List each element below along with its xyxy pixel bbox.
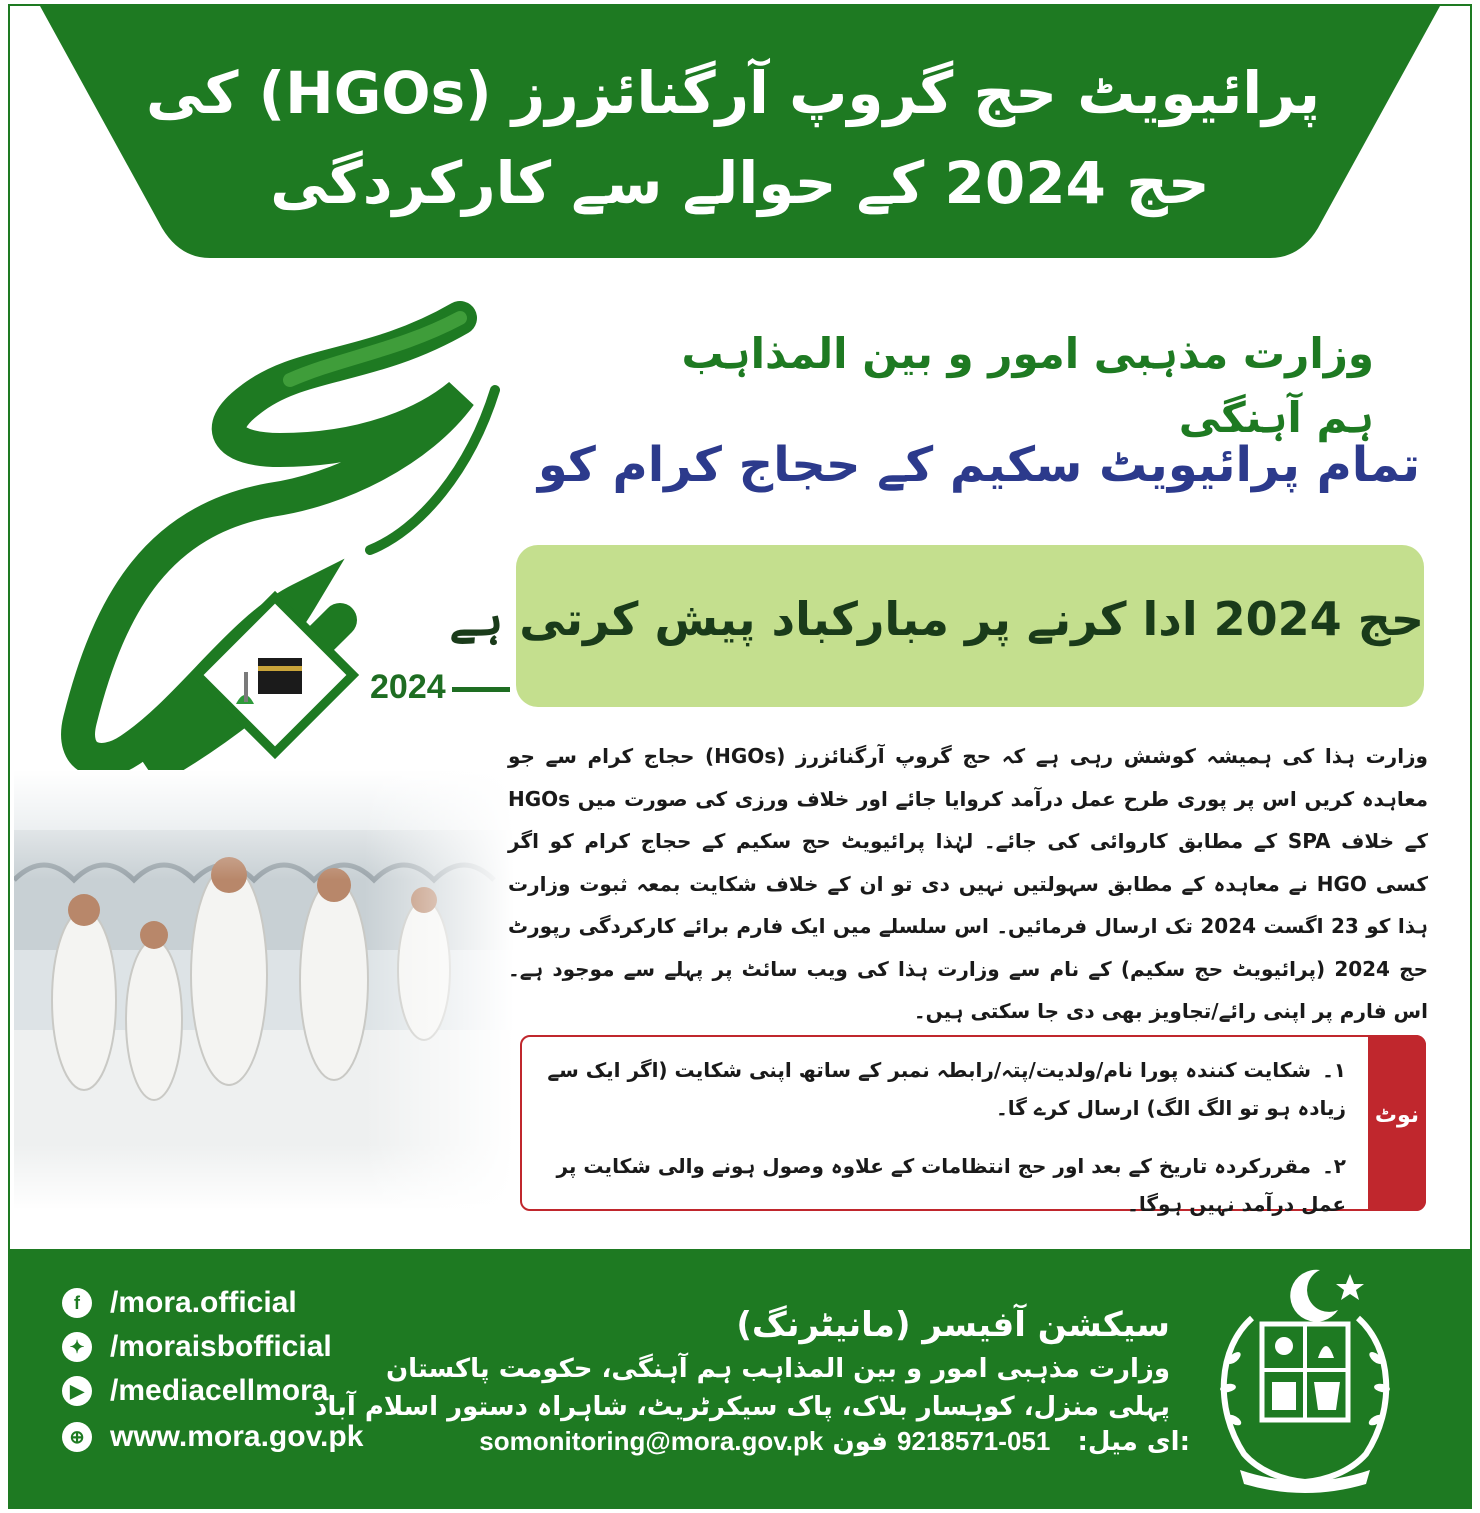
year-dash-line (452, 687, 510, 692)
address-line1: وزارت مذہبی امور و بین المذاہب ہم آہنگی، حکومت پاکستان (385, 1354, 1170, 1384)
note-item-text: مقررکردہ تاریخ کے بعد اور حج انتظامات کے علاوہ وصول ہونے والی شکایت پر عمل درآمد نہیں ہوگا۔ (556, 1154, 1346, 1216)
section-officer-title: سیکشن آفیسر (مانیٹرنگ) (736, 1305, 1170, 1345)
government-emblem (1200, 1258, 1410, 1498)
twitter-icon: ✦ (62, 1332, 92, 1362)
ministry-name: وزارت مذہبی امور و بین المذاہب ہم آہنگی (681, 329, 1374, 442)
hajj-calligraphy (40, 300, 510, 780)
congratulations-text: حج 2024 ادا کرنے پر مبارکباد پیش کرتی ہے (449, 592, 1424, 646)
social-facebook[interactable] (62, 1280, 442, 1324)
globe-icon: ⊕ (62, 1422, 92, 1452)
phone-label: فون: (832, 1427, 1190, 1457)
note-item-1 (546, 1051, 1346, 1127)
note-item-text: شکایت کنندہ پورا نام/ولدیت/پتہ/رابطہ نمبر کے ساتھ اپنی شکایت (اگر ایک سے زیادہ ہو تو الگ الگ) ارسال کرے گا۔ (547, 1058, 1346, 1120)
youtube-icon: ▶ (62, 1376, 92, 1406)
website-link[interactable]: www.mora.gov.pk (110, 1420, 364, 1454)
address-line2: پہلی منزل، کوہسار بلاک، پاک سیکرٹریٹ، شاہراہ دستور اسلام آباد (313, 1392, 1170, 1422)
twitter-handle[interactable]: /moraisbofficial (110, 1330, 332, 1364)
note-item-number: ۲۔ (1322, 1154, 1346, 1178)
header-title-line2: حج 2024 کے حوالے سے کارکردگی (270, 149, 1210, 217)
pilgrims-headline: تمام پرائیویٹ سکیم کے حجاج کرام کو (537, 437, 1420, 493)
note-label: نوٹ (1374, 1103, 1420, 1128)
congratulations-box (449, 545, 1424, 707)
note-item-number: ۱۔ (1322, 1058, 1346, 1082)
note-label-tab (1368, 1035, 1426, 1211)
facebook-icon: f (62, 1288, 92, 1318)
header-title (146, 48, 1320, 228)
email-label: ای میل: (1077, 1427, 1180, 1457)
email-address[interactable]: somonitoring@mora.gov.pk (479, 1426, 824, 1456)
note-box (520, 1035, 1426, 1216)
year-label (370, 668, 510, 707)
pilgrims-photo (14, 770, 514, 1210)
note-item-2 (546, 1147, 1346, 1223)
body-paragraph: وزارت ہذا کی ہمیشہ کوشش رہی ہے کہ حج گروپ آرگنائزرز (HGOs) حجاج کرام سے جو معاہدہ کریں اس پر پوری طرح عمل درآمد کروایا جائے اور خلاف ورزی کی صورت میں HGOs کے خلاف SPA کے مطابق کاروائی کی جائے۔ لہٰذا پرائیویٹ حج سکیم کے حجاج کرام کو اگر کسی HGO نے معاہدہ کے مطابق سہولتیں نہیں دی تو ان کے خلاف شکایت بمعہ ثبوت وزارت ہذا کو 23 اگست 2024 تک ارسال فرمائیں۔ اس سلسلے میں ایک فارم برائے کارکردگی رپورٹ حج 2024 (پرائیویٹ حج سکیم) کے نام سے وزارت ہذا کی ویب سائٹ پر پہلے سے موجود ہے۔ اس فارم پر اپنی رائے/تجاویز بھی دی جا سکتی ہیں۔ (508, 744, 1429, 1023)
contact-line (440, 1418, 1190, 1464)
phone-number[interactable]: 051-9218571 (897, 1426, 1051, 1456)
year-text: 2024 (370, 668, 446, 706)
header-title-line1: پرائیویٹ حج گروپ آرگنائزرز (HGOs) کی (146, 59, 1320, 127)
youtube-handle[interactable]: /mediacellmora (110, 1374, 329, 1408)
facebook-handle[interactable]: /mora.official (110, 1286, 297, 1320)
